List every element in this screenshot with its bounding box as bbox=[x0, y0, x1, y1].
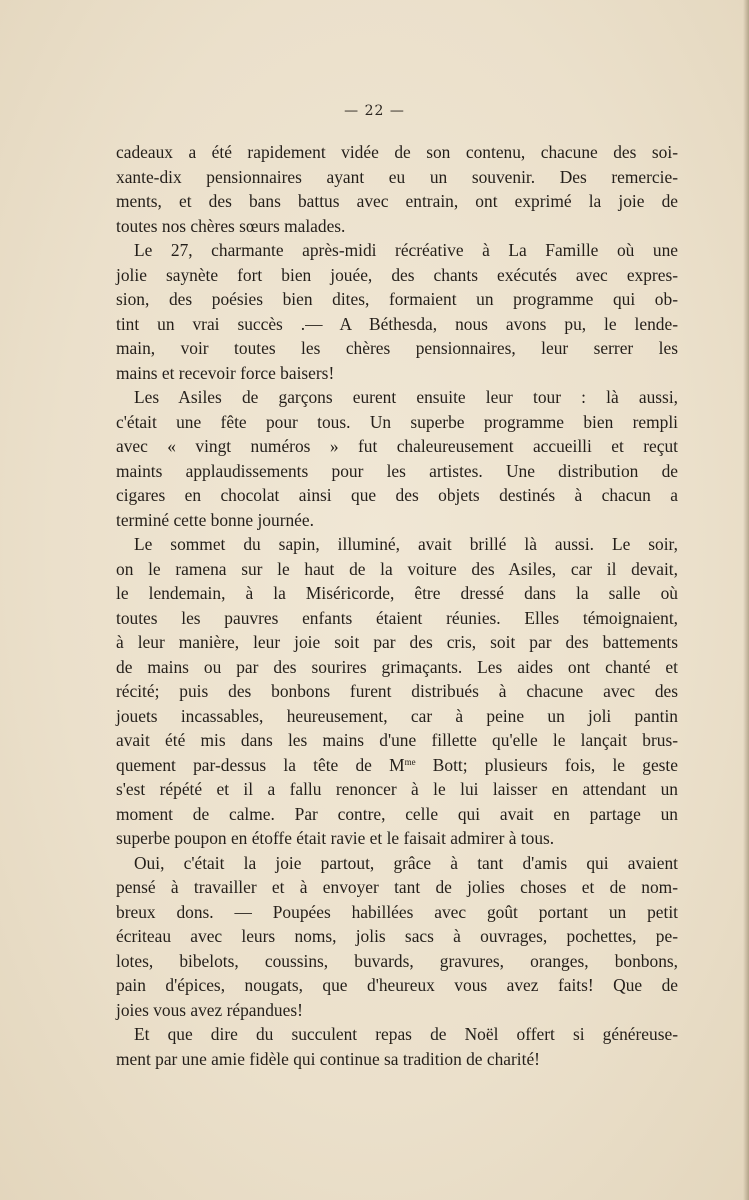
text-line: sion, des poésies bien dites, formaient un programme qui ob- bbox=[116, 289, 678, 309]
text-line: Et que dire du succulent repas de Noël offert si généreuse- bbox=[134, 1024, 678, 1044]
text-line: tint un vrai succès .— A Béthesda, nous avons pu, le lende- bbox=[116, 313, 678, 334]
text-line: s'est répété et il a fallu renoncer à le lui laisser en attendant un bbox=[116, 779, 678, 799]
paragraph-2 bbox=[116, 238, 678, 385]
paragraph-6 bbox=[116, 1022, 678, 1071]
paragraph-5 bbox=[116, 851, 678, 1023]
text-line: terminé cette bonne journée. bbox=[116, 509, 314, 530]
text-line: pain d'épices, nougats, que d'heureux vous avez faits! Que de bbox=[116, 975, 678, 995]
text-line: jouets incassables, heureusement, car à peine un joli pantin bbox=[116, 705, 678, 726]
text-segment: quement par-dessus la tête de M bbox=[116, 754, 405, 775]
text-line: on le ramena sur le haut de la voiture des Asiles, car il devait, bbox=[116, 558, 678, 579]
text-line: main, voir toutes les chères pensionnaires, leur serrer les bbox=[116, 338, 678, 358]
text-line: superbe poupon en étoffe était ravie et le faisait admirer à tous. bbox=[116, 828, 555, 848]
text-line: avait été mis dans les mains d'une fillette qu'elle le lançait brus- bbox=[116, 730, 678, 750]
text-segment: Bott; plusieurs fois, le geste bbox=[415, 754, 678, 775]
text-line: cigares en chocolat ainsi que des objets destinés à chacun a bbox=[116, 485, 678, 505]
paragraph-1 bbox=[116, 140, 678, 238]
page-edge-shadow bbox=[743, 0, 749, 1200]
paragraph-3 bbox=[116, 385, 678, 532]
text-line: cadeaux a été rapidement vidée de son contenu, chacune des soi- bbox=[116, 142, 678, 162]
text-line: toutes les pauvres enfants étaient réunies. Elles témoignaient, bbox=[116, 607, 678, 628]
text-line: maints applaudissements pour les artistes. Une distribution de bbox=[116, 460, 678, 481]
body-text bbox=[116, 140, 678, 1071]
text-line: breux dons. — Poupées habillées avec goût portant un petit bbox=[116, 901, 678, 922]
text-line: jolie saynète fort bien jouée, des chants exécutés avec expres- bbox=[116, 264, 678, 285]
paragraph-4 bbox=[116, 532, 678, 851]
text-line: à leur manière, leur joie soit par des cris, soit par des battements bbox=[116, 632, 678, 652]
text-line-with-superscript bbox=[116, 753, 678, 778]
page-number: — 22 — bbox=[344, 103, 405, 119]
text-line: le lendemain, à la Miséricorde, être dressé dans la salle où bbox=[116, 583, 678, 603]
text-line: Les Asiles de garçons eurent ensuite leur tour : là aussi, bbox=[134, 387, 678, 407]
text-line: moment de calme. Par contre, celle qui avait en partage un bbox=[116, 803, 678, 824]
text-line: xante-dix pensionnaires ayant eu un souvenir. Des remercie- bbox=[116, 166, 678, 187]
text-line: pensé à travailler et à envoyer tant de jolies choses et de nom- bbox=[116, 877, 678, 897]
text-line: ment par une amie fidèle qui continue sa tradition de charité! bbox=[116, 1048, 540, 1069]
text-line: avec « vingt numéros » fut chaleureusement accueilli et reçut bbox=[116, 436, 678, 456]
superscript: me bbox=[404, 756, 416, 767]
text-line: Oui, c'était la joie partout, grâce à tant d'amis qui avaient bbox=[134, 852, 678, 873]
text-line: Le sommet du sapin, illuminé, avait brillé là aussi. Le soir, bbox=[134, 534, 678, 554]
text-line: toutes nos chères sœurs malades. bbox=[116, 215, 346, 236]
text-line: joies vous avez répandues! bbox=[116, 999, 303, 1020]
text-line: écriteau avec leurs noms, jolis sacs à ouvrages, pochettes, pe- bbox=[116, 926, 678, 946]
text-line: Le 27, charmante après-midi récréative à La Famille où une bbox=[134, 240, 678, 260]
text-line: ments, et des bans battus avec entrain, ont exprimé la joie de bbox=[116, 191, 678, 211]
text-line: récité; puis des bonbons furent distribués à chacune avec des bbox=[116, 681, 678, 701]
text-line: c'était une fête pour tous. Un superbe programme bien rempli bbox=[116, 411, 678, 432]
text-line: de mains ou par des sourires grimaçants. Les aides ont chanté et bbox=[116, 656, 678, 677]
text-line: mains et recevoir force baisers! bbox=[116, 362, 335, 383]
text-line: lotes, bibelots, coussins, buvards, gravures, oranges, bonbons, bbox=[116, 950, 678, 971]
